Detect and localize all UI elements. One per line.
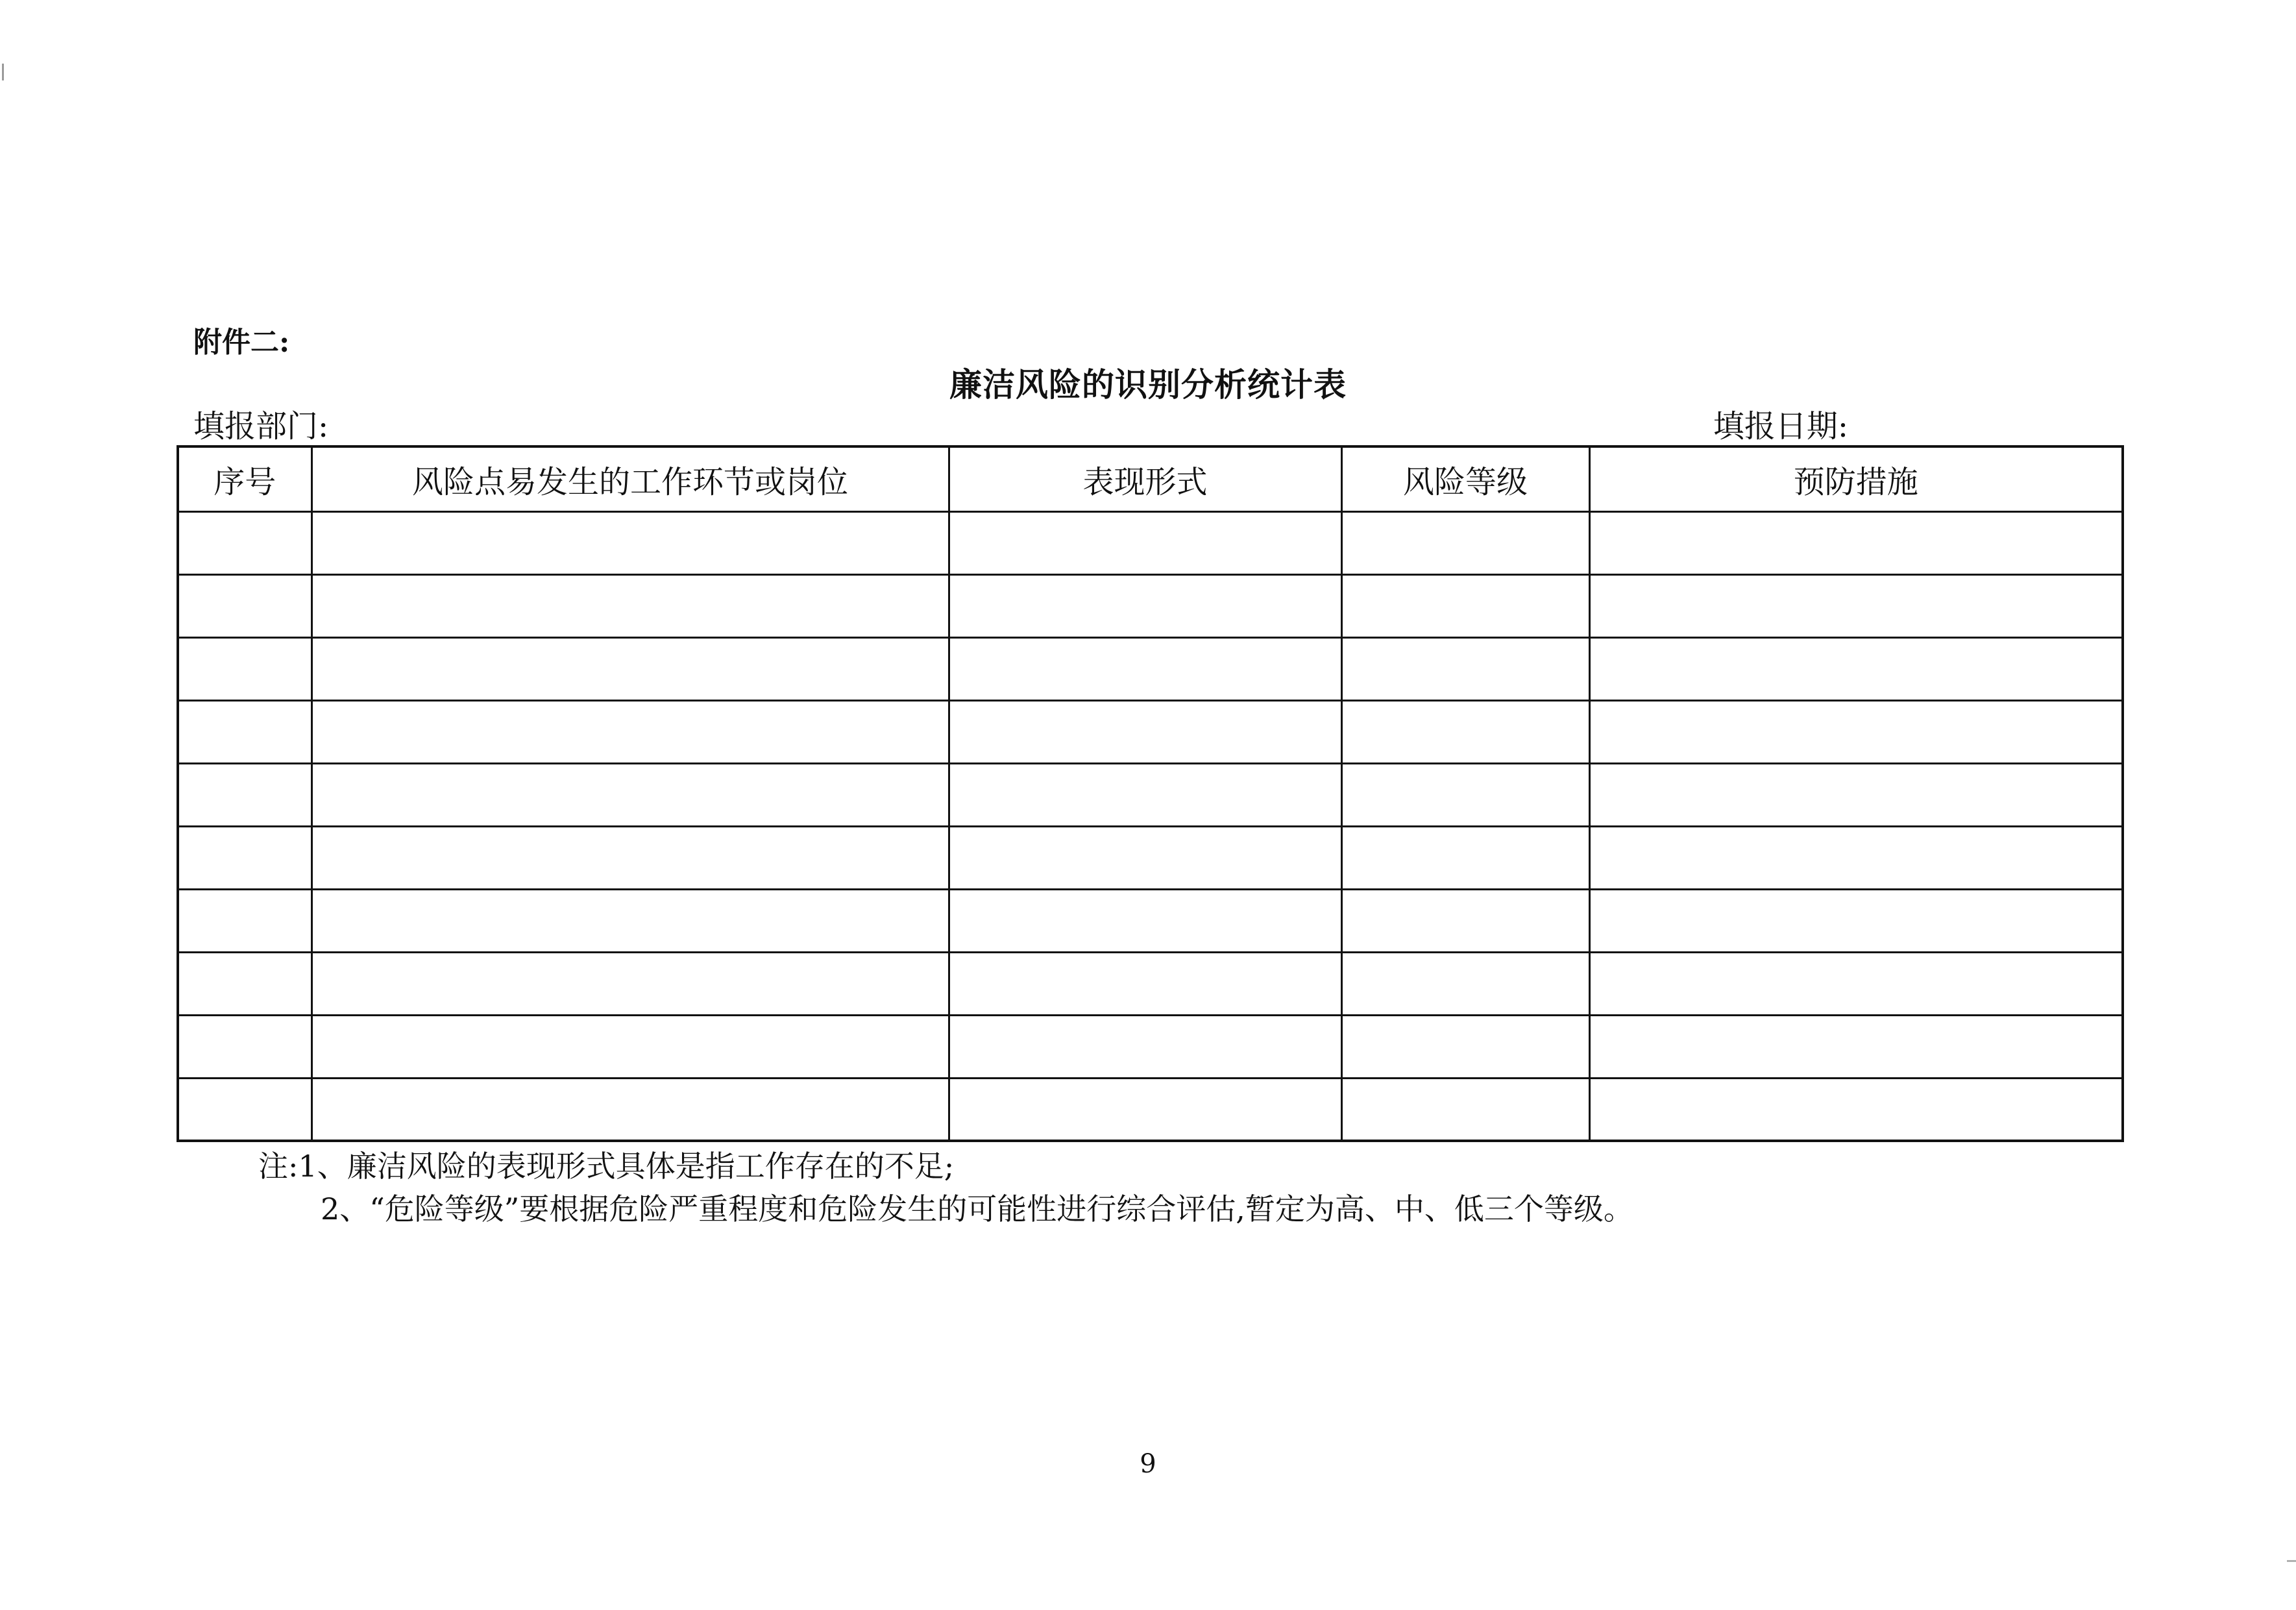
table-cell (1589, 700, 2123, 763)
table-cell (311, 637, 949, 700)
notes (258, 1145, 1633, 1230)
table-cell (1589, 1015, 2123, 1078)
note-line-1: 注:1、廉洁风险的表现形式具体是指工作存在的不足; (258, 1149, 955, 1184)
table-cell (949, 511, 1341, 574)
table-cell (949, 700, 1341, 763)
table-cell (178, 700, 311, 763)
column-header-position: 风险点易发生的工作环节或岗位 (311, 446, 949, 511)
table-row (178, 1078, 2123, 1141)
table-cell (1589, 763, 2123, 826)
table-cell (949, 1078, 1341, 1141)
table-cell (1589, 826, 2123, 889)
table-cell (178, 889, 311, 952)
table-cell (949, 763, 1341, 826)
table-cell (1341, 511, 1589, 574)
table-cell (1341, 1078, 1589, 1141)
table-cell (1589, 889, 2123, 952)
table-cell (1589, 952, 2123, 1015)
table-cell (178, 637, 311, 700)
table-row (178, 1015, 2123, 1078)
table-row (178, 763, 2123, 826)
table-cell (949, 637, 1341, 700)
table-header-row (178, 446, 2123, 511)
table-row (178, 700, 2123, 763)
table-cell (311, 952, 949, 1015)
table-row (178, 574, 2123, 637)
table-cell (311, 574, 949, 637)
fill-date-label: 填报日期: (1713, 408, 1848, 445)
table-cell (1341, 826, 1589, 889)
table-cell (311, 700, 949, 763)
table-cell (178, 1078, 311, 1141)
table-cell (949, 1015, 1341, 1078)
table-cell (1341, 889, 1589, 952)
table-cell (178, 1015, 311, 1078)
table-cell (1341, 637, 1589, 700)
table-cell (949, 889, 1341, 952)
table-cell (311, 889, 949, 952)
table-cell (311, 826, 949, 889)
table-cell (1341, 763, 1589, 826)
table-row (178, 952, 2123, 1015)
table-cell (311, 763, 949, 826)
table-row (178, 511, 2123, 574)
table-cell (178, 826, 311, 889)
table-cell (178, 574, 311, 637)
column-header-prevention: 预防措施 (1589, 446, 2123, 511)
table-cell (1589, 574, 2123, 637)
table-cell (1589, 1078, 2123, 1141)
table-cell (311, 1078, 949, 1141)
column-header-manifestation: 表现形式 (949, 446, 1341, 511)
risk-analysis-table (177, 445, 2124, 1142)
scan-edge-mark (2, 64, 4, 80)
attachment-label: 附件二: (193, 326, 290, 359)
table-cell (311, 1015, 949, 1078)
table-row (178, 889, 2123, 952)
page-number: 9 (1140, 1449, 1156, 1479)
table-cell (949, 574, 1341, 637)
table-cell (949, 952, 1341, 1015)
table-cell (178, 952, 311, 1015)
fill-department-label: 填报部门: (193, 408, 329, 445)
scan-edge-mark (2287, 1560, 2296, 1562)
table-cell (178, 763, 311, 826)
table-cell (1341, 574, 1589, 637)
table-body (178, 511, 2123, 1141)
table-cell (949, 826, 1341, 889)
note-line-2: 2、“危险等级”要根据危险严重程度和危险发生的可能性进行综合评估,暂定为高、中、低三个等级。 (321, 1191, 1633, 1226)
table-cell (1341, 1015, 1589, 1078)
form-title: 廉洁风险的识别分析统计表 (949, 365, 1347, 404)
table-cell (1341, 952, 1589, 1015)
table-cell (178, 511, 311, 574)
table-cell (1589, 637, 2123, 700)
column-header-serial: 序号 (178, 446, 311, 511)
table-cell (311, 511, 949, 574)
column-header-risk-level: 风险等级 (1341, 446, 1589, 511)
table-cell (1341, 700, 1589, 763)
table-cell (1589, 511, 2123, 574)
table-row (178, 826, 2123, 889)
table-row (178, 637, 2123, 700)
